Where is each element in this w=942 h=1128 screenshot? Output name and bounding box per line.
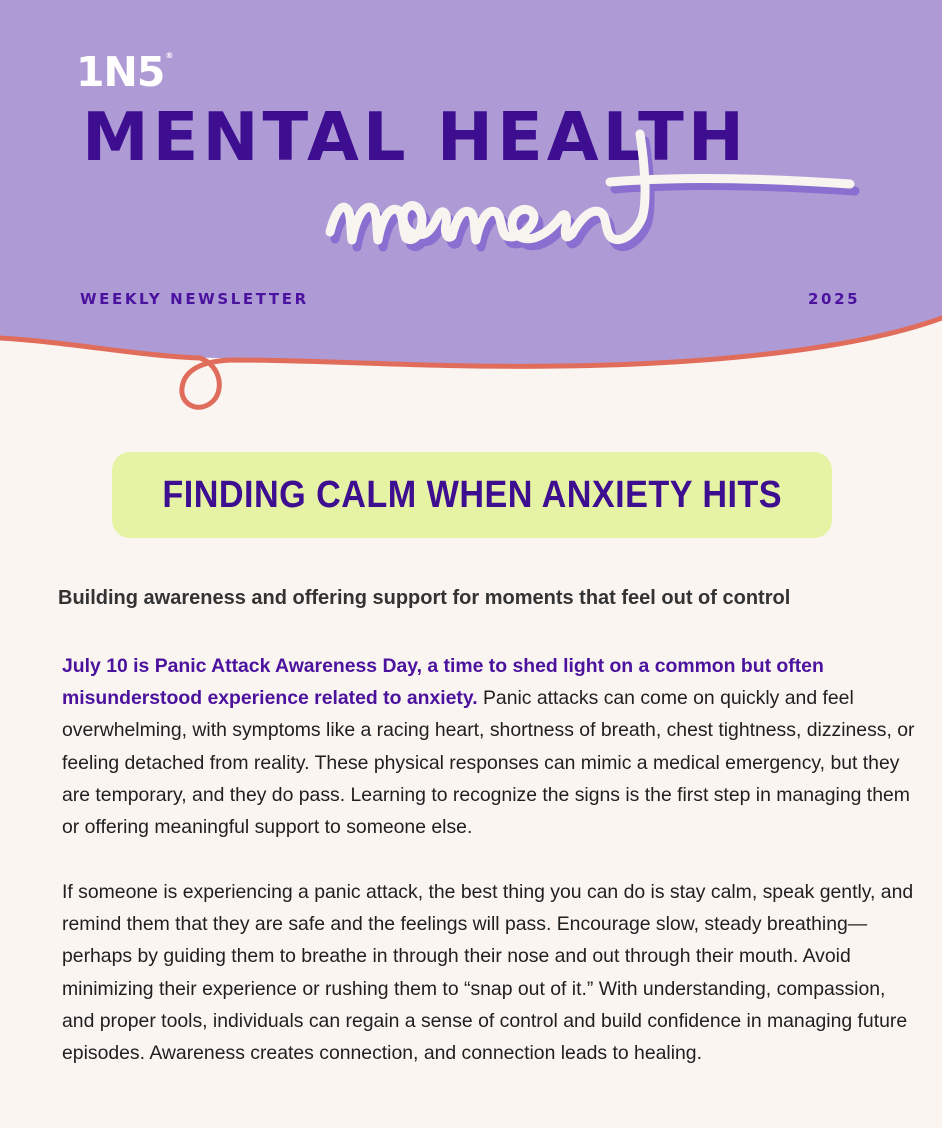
weekly-newsletter-label: WEEKLY NEWSLETTER bbox=[80, 290, 309, 308]
logo-text: 1N5 bbox=[76, 48, 165, 96]
headline-banner bbox=[112, 452, 832, 538]
brand-logo bbox=[76, 48, 173, 96]
article-subheading: Building awareness and offering support for moments that feel out of control bbox=[58, 587, 791, 609]
article-paragraph-1 bbox=[62, 650, 922, 843]
newsletter-title: MENTAL HEALTH bbox=[82, 98, 748, 176]
registered-mark: ® bbox=[165, 51, 173, 60]
moment-script-wordmark bbox=[310, 120, 880, 280]
paragraph-lead-highlight: July 10 is Panic Attack Awareness Day, a time to shed light on a common but often misunderstood experience related to anxiety. bbox=[62, 655, 824, 710]
year-label: 2025 bbox=[808, 290, 861, 308]
article-paragraph-2: If someone is experiencing a panic attack, the best thing you can do is stay calm, speak gently, and remind them that they are safe and the feelings will pass. Encourage slow, steady breathing—perhaps by guiding them to breathe in through their nose and out through their mouth. Avoid minimizing their experience or rushing them to “snap out of it.” With understanding, compassion, and proper tools, individuals can regain a sense of control and build confidence in managing future episodes. Awareness creates connection, and connection leads to healing. bbox=[62, 881, 914, 1065]
article-headline: FINDING CALM WHEN ANXIETY HITS bbox=[162, 473, 782, 516]
paragraph-1-body: Panic attacks can come on quickly and feel overwhelming, with symptoms like a racing heart, shortness of breath, chest tightness, dizziness, or feeling detached from reality. These physical responses can mimic a medical emergency, but they are temporary, and they do pass. Learning to recognize the signs is the first step in managing them or offering meaningful support to someone else. bbox=[62, 687, 915, 839]
